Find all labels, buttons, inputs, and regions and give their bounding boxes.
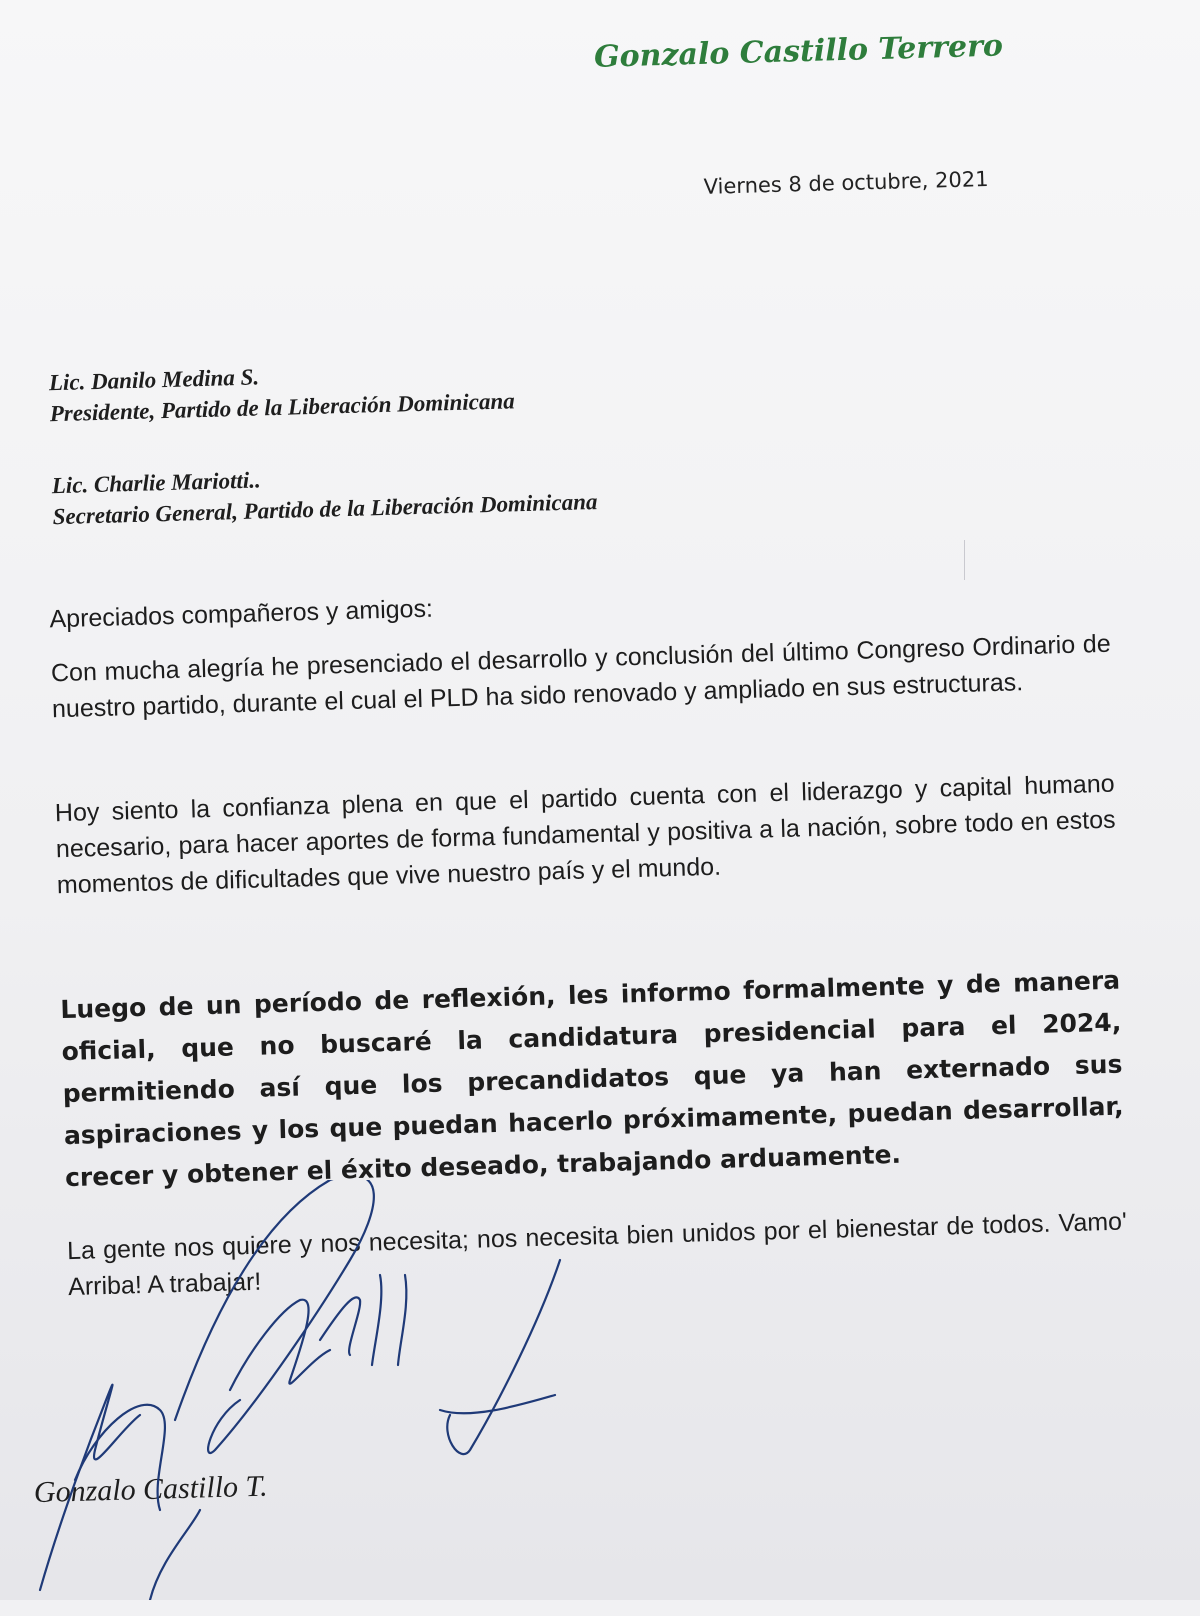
recipient-1 bbox=[48, 354, 515, 429]
handwritten-signature bbox=[0, 1180, 640, 1600]
recipient-2-name: Lic. Charlie Mariotti.. bbox=[51, 467, 262, 499]
recipient-2-title: Secretario General, Partido de la Liberación Dominicana bbox=[52, 488, 598, 530]
paragraph-3-announcement: Luego de un período de reflexión, les informo formalmente y de manera oficial, que no buscaré la candidatura presidencial para el 2024, permitiendo así que los precandidatos que ya han externado sus aspiraciones y los que puedan hacerlo próximamente, puedan desarrollar, crecer y obtener el éxito deseado, trabajando arduamente. bbox=[60, 965, 1124, 1193]
recipient-1-name: Lic. Danilo Medina S. bbox=[48, 364, 260, 396]
paper-crease bbox=[964, 540, 965, 580]
recipient-1-title: Presidente, Partido de la Liberación Dominicana bbox=[49, 388, 516, 427]
recipient-2 bbox=[51, 455, 597, 532]
paragraph-4: La gente nos quiere y nos necesita; nos necesita bien unidos por el bienestar de todos. Vamo' Arriba! A trabajar! bbox=[66, 1207, 1128, 1302]
signature-printed-name: Gonzalo Castillo T. bbox=[33, 1469, 268, 1510]
greeting: Apreciados compañeros y amigos: bbox=[49, 594, 434, 634]
paragraph-1: Con mucha alegría he presenciado el desarrollo y conclusión del último Congreso Ordinario de nuestro partido, durante el cual el PLD ha sido renovado y ampliado en sus estructuras. bbox=[50, 629, 1112, 724]
letter-date: Viernes 8 de octubre, 2021 bbox=[703, 166, 989, 199]
paragraph-2: Hoy siento la confianza plena en que el partido cuenta con el liderazgo y capital humano necesario, para hacer aportes de forma fundamental y positiva a la nación, sobre todo en estos momentos de dificultades que vive nuestro país y el mundo. bbox=[54, 769, 1116, 900]
letterhead-name: Gonzalo Castillo Terrero bbox=[593, 28, 1004, 75]
